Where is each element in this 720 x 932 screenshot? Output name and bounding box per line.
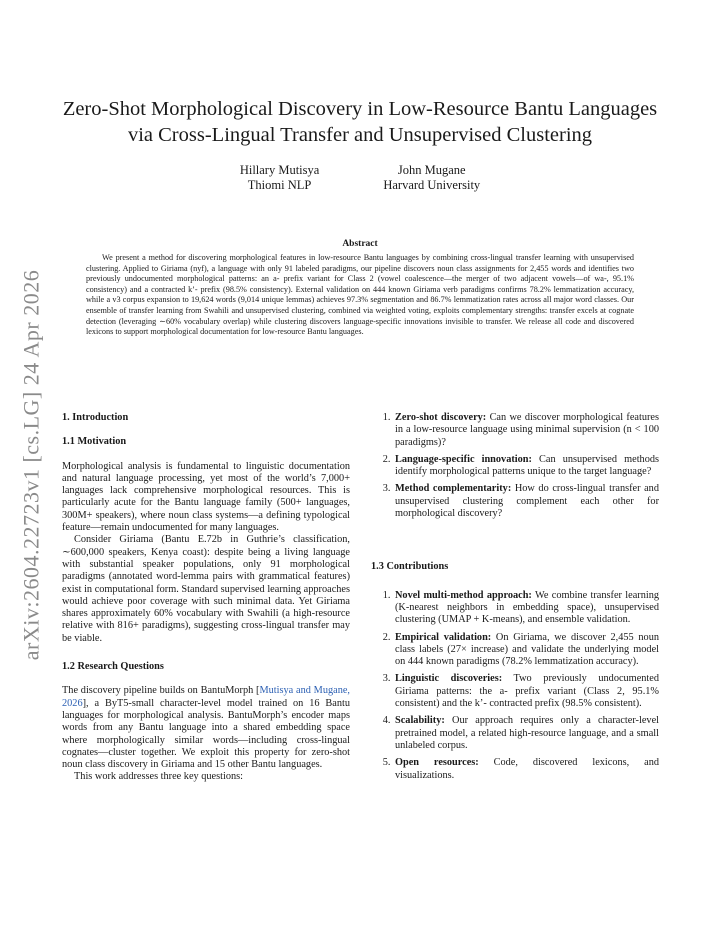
item-text: On Giriama, we discover 2,455 noun class labels (27× increase) and validate the underlying model on 444 known paradigms (78.2% lemmatization accuracy).	[395, 631, 659, 668]
item-text: How do cross-lingual transfer and unsupervised clustering complement each other for morphological discovery?	[395, 483, 659, 520]
item-text: Our approach requires only a character-level pretrained model, a related high-resource language, and a small unlabeled corpus.	[395, 715, 659, 751]
arxiv-stamp	[6, 250, 56, 680]
paper-title	[60, 96, 660, 148]
subsection-heading: 1.3 Contributions	[371, 561, 449, 573]
subsection-heading: 1.2 Research Questions	[62, 661, 164, 673]
section-heading: 1. Introduction	[62, 412, 129, 423]
paragraph: This work addresses three key questions:	[74, 771, 244, 783]
paragraph: The discovery pipeline builds on BantuMorph [Mutisya and Mugane, 2026], a ByT5-small character-level model trained on 16 Bantu languages for morphological analysis. BantuMorph’s encoder maps words from any Bantu language into a shared embedding space where morphologically similar words—including cross-lingual cognates—cluster together. We exploit this property for zero-shot noun class discovery in Giriama and 15 other Bantu languages.	[62, 685, 350, 771]
abstract-text: We present a method for discovering morphological features in low-resource Bantu languages by combining cross-lingual transfer learning with unsupervised clustering. Applied to Giriama (nyf), a language with only 91 labeled paradigms, our pipeline discovers noun class assignments for 2,455 words and identifies two previously undocumented morphological patterns: an a- prefix variant for Class 2 (vowel coalescence—the merger of two adjacent vowels—of wa-, 95.1% consistency) and a contracted k’- prefix (98.5% consistency). External validation on 444 known Giriama verb paradigms confirms 78.2% lemmatization accuracy, while a v3 corpus expansion to 19,624 words (9,014 unique lemmas) achieves 97.3% segmentation and 86.7% lemmatization rates across all major word classes. Our ensemble of transfer learning from Swahili and unsupervised clustering, combined via weighted voting, exploits complementary strengths: transfer excels at cognate detection (leveraging ∼60% vocabulary overlap) while clustering discovers language-specific innovations invisible to transfer. We release all code and discovered lexicons to support morphological documentation for low-resource Bantu languages.	[86, 253, 634, 337]
author-name: John Mugane	[397, 163, 466, 177]
citation-link[interactable]: Mutisya and Mugane, 2026	[62, 685, 350, 709]
paragraph: Morphological analysis is fundamental to linguistic documentation and natural language processing, yet most of the world’s 7,000+ languages lack comprehensive morphological resources. This is particularly acute for the Bantu language family (500+ languages, 300M+ speakers), where noun class systems—a defining typological feature—remain undocumented for many languages.	[62, 460, 350, 534]
title-line-2: via Cross-Lingual Transfer and Unsupervised Clustering	[127, 124, 593, 146]
author-2	[383, 163, 480, 193]
item-label: Linguistic discoveries:	[395, 673, 503, 685]
left-column	[62, 412, 350, 784]
arxiv-id: arXiv:2604.22723v1 [cs.LG] 24 Apr 2026	[18, 269, 44, 661]
author-name: Hillary Mutisya	[239, 163, 320, 177]
item-text: Two previously undocumented Giriama patterns: the a- prefix variant (Class 2, 95.1% consistent) and the k’- contracted prefix (98.5% consistent).	[395, 673, 659, 710]
list-item	[393, 673, 659, 710]
item-text: Can we discover morphological features in a low-resource language using minimal supervision (n < 100 paradigms)?	[395, 412, 660, 448]
item-text: Code, discovered lexicons, and visualizations.	[395, 757, 659, 781]
contributions-list	[371, 590, 659, 782]
item-label: Method complementarity:	[395, 483, 512, 495]
list-item	[393, 715, 659, 752]
list-item	[393, 632, 659, 669]
item-label: Empirical validation:	[395, 631, 492, 643]
right-column	[371, 412, 659, 787]
list-item	[393, 590, 659, 627]
list-item	[393, 412, 659, 449]
paragraph: Consider Giriama (Bantu E.72b in Guthrie’s classification, ∼600,000 speakers, Kenya coast): despite being a living language with substantial speaker populations, only 91 morphological paradigms (annotated word-lemma pairs with grammatical features) exist in computational form. Standard supervised learning approaches would achieve poor coverage with such minimal data. Yet Giriama shares approximately 60% vocabulary with Swahili (a high-resource relative with 816+ paradigms), suggesting cross-lingual transfer may be viable.	[62, 534, 350, 644]
author-block	[0, 163, 720, 193]
list-item	[393, 757, 659, 782]
questions-list	[371, 412, 659, 520]
item-label: Open resources:	[395, 757, 479, 769]
item-label: Scalability:	[395, 715, 445, 727]
author-affiliation: Thiomi NLP	[247, 178, 312, 192]
title-line-1: Zero-Shot Morphological Discovery in Low-Resource Bantu Languages	[62, 98, 658, 120]
list-item	[393, 483, 659, 520]
item-text: Can unsupervised methods identify morphological patterns unique to the target language?	[395, 453, 660, 478]
item-label: Zero-shot discovery:	[395, 412, 487, 423]
abstract-heading: Abstract	[342, 239, 378, 249]
item-text: We combine transfer learning (K-nearest neighbors in embedding space), unsupervised clustering (UMAP + K-means), and ensemble validation.	[395, 589, 659, 626]
author-1	[240, 163, 320, 193]
author-affiliation: Harvard University	[383, 178, 481, 192]
subsection-heading: 1.1 Motivation	[62, 436, 127, 448]
item-label: Language-specific innovation:	[395, 453, 532, 465]
list-item	[393, 454, 659, 479]
item-label: Novel multi-method approach:	[395, 589, 532, 601]
